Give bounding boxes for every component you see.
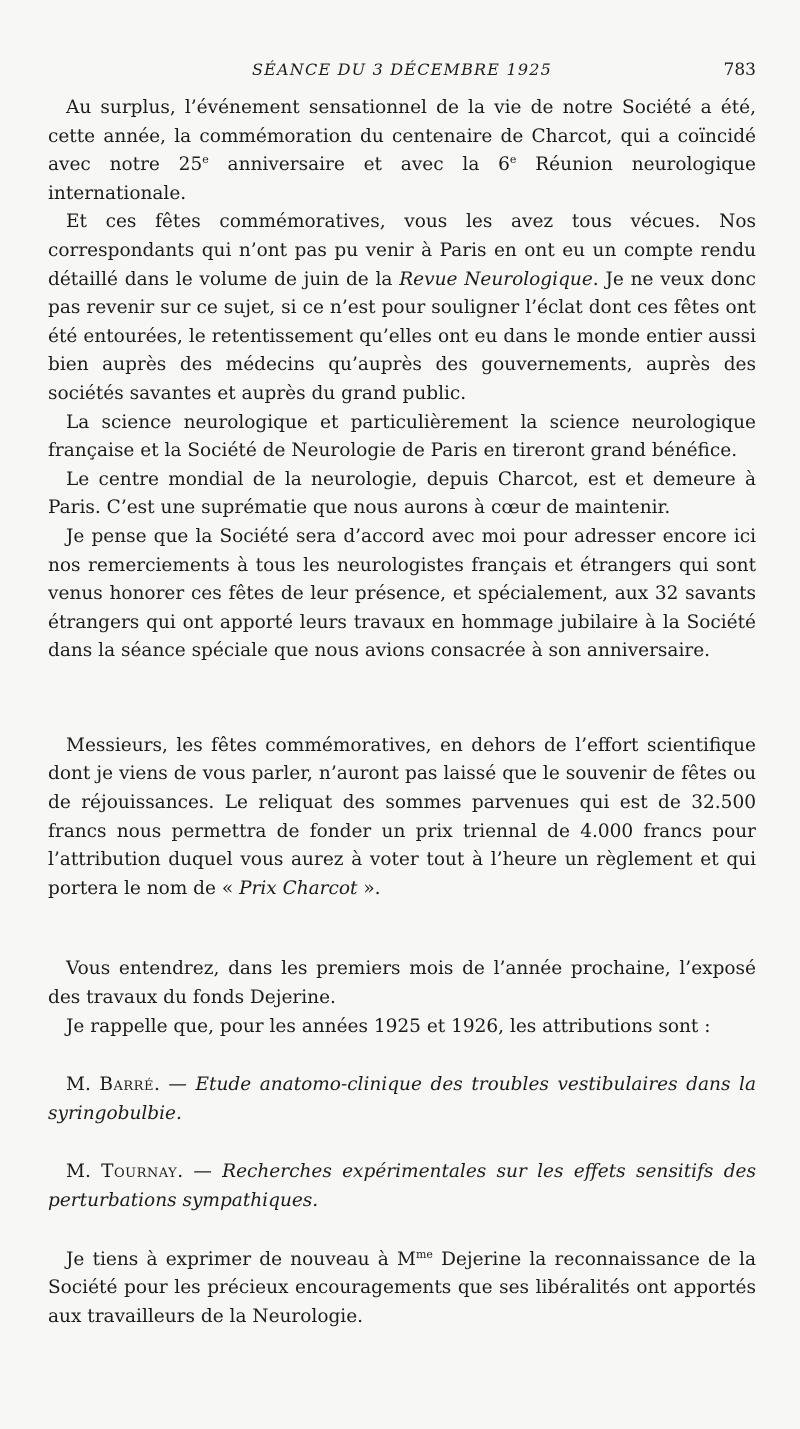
section-gap [48, 1128, 756, 1158]
paragraph-2: Et ces fêtes commémoratives, vous les avez tous vécues. Nos correspondants qui n’ont pas pu venir à Paris en ont eu un compte rendu détaillé dans le volume de juin de la Revue Neurologique. Je ne veux donc pas revenir sur ce sujet, si ce n’est pour souligner l’éclat dont ces fêtes ont été entourées, le retentissement qu’elles ont eu dans le monde entier aussi bien auprès des médecins qu’auprès des gouvernements, auprès des sociétés savantes et auprès du grand public. [48, 211, 757, 404]
journal-title: Revue Neurologique [399, 268, 593, 290]
paragraph-5: Je pense que la Société sera d’accord avec moi pour adresser encore ici nos remerciements à tous les neurologistes français et étrangers qui sont venus honorer ces fêtes de leur présence, et spécialement, aux 32 savants étrangers qui ont apporté leurs travaux en hommage jubilaire à la Société dans la séance spéciale que nous avions consacrée à son anniversaire. [48, 525, 756, 662]
paragraph-1: Au surplus, l’événement sensationnel de la vie de notre Société a été, cette année, la commémoration du centenaire de Charcot, qui a coïncidé avec notre 25e anniversaire et avec la 6e Réunion neurologique internationale. [48, 97, 757, 204]
running-head-title: SÉANCE DU 3 DÉCEMBRE 1925 [252, 60, 552, 79]
paragraph-3: La science neurologique et particulièrement la science neurologique française et la Société de Neurologie de Paris en tireront grand bénéfice. [48, 411, 756, 462]
paragraph-9: Je tiens à exprimer de nouveau à $M^{me}$ Dejerine la reconnaissance de la Société pour les précieux encouragements que ses libéralités ont apportés aux travailleurs de la Neurologie. [48, 1247, 756, 1327]
page-number: 783 [723, 60, 756, 80]
laureate-name: Tournay [101, 1161, 178, 1183]
section-gap [48, 1216, 756, 1246]
prize-name: Prix Charcot [239, 877, 358, 899]
award-entry-1: M. Barré. — Etude anatomo-clinique des troubles vestibulaires dans la syringobulbie. [48, 1074, 756, 1124]
award-title: Etude anatomo-clinique des troubles vestibulaires dans la syringobulbie. [48, 1074, 756, 1124]
section-gap [48, 666, 756, 732]
section-gap [48, 903, 756, 955]
paragraph-8: Je rappelle que, pour les années 1925 et 1926, les attributions sont : [66, 1015, 711, 1037]
section-gap [48, 1041, 756, 1071]
paragraph-7: Vous entendrez, dans les premiers mois de l’année prochaine, l’exposé des travaux du fonds Dejerine. [48, 958, 756, 1009]
award-title: Recherches expérimentales sur les effets sensitifs des perturbations sympathiques. [48, 1161, 756, 1211]
running-head [48, 60, 756, 84]
laureate-name: Barré [99, 1074, 154, 1096]
paragraph-4: Le centre mondial de la neurologie, depuis Charcot, est et demeure à Paris. C’est une suprématie que nous aurons à cœur de maintenir. [48, 468, 756, 519]
paragraph-6: Messieurs, les fêtes commémoratives, en dehors de l’effort scientifique dont je viens de vous parler, n’auront pas laissé que le souvenir de fêtes ou de réjouissances. Le reliquat des sommes parvenues qui est de 32.500 francs nous permettra de fonder un prix triennal de 4.000 francs pour l’attribution duquel vous aurez à voter tout à l’heure un règlement et qui portera le nom de « Prix Charcot ». [48, 734, 756, 899]
body-text [48, 94, 756, 1331]
award-entry-2: M. Tournay. — Recherches expérimentales sur les effets sensitifs des perturbations sympathiques. [48, 1161, 756, 1211]
